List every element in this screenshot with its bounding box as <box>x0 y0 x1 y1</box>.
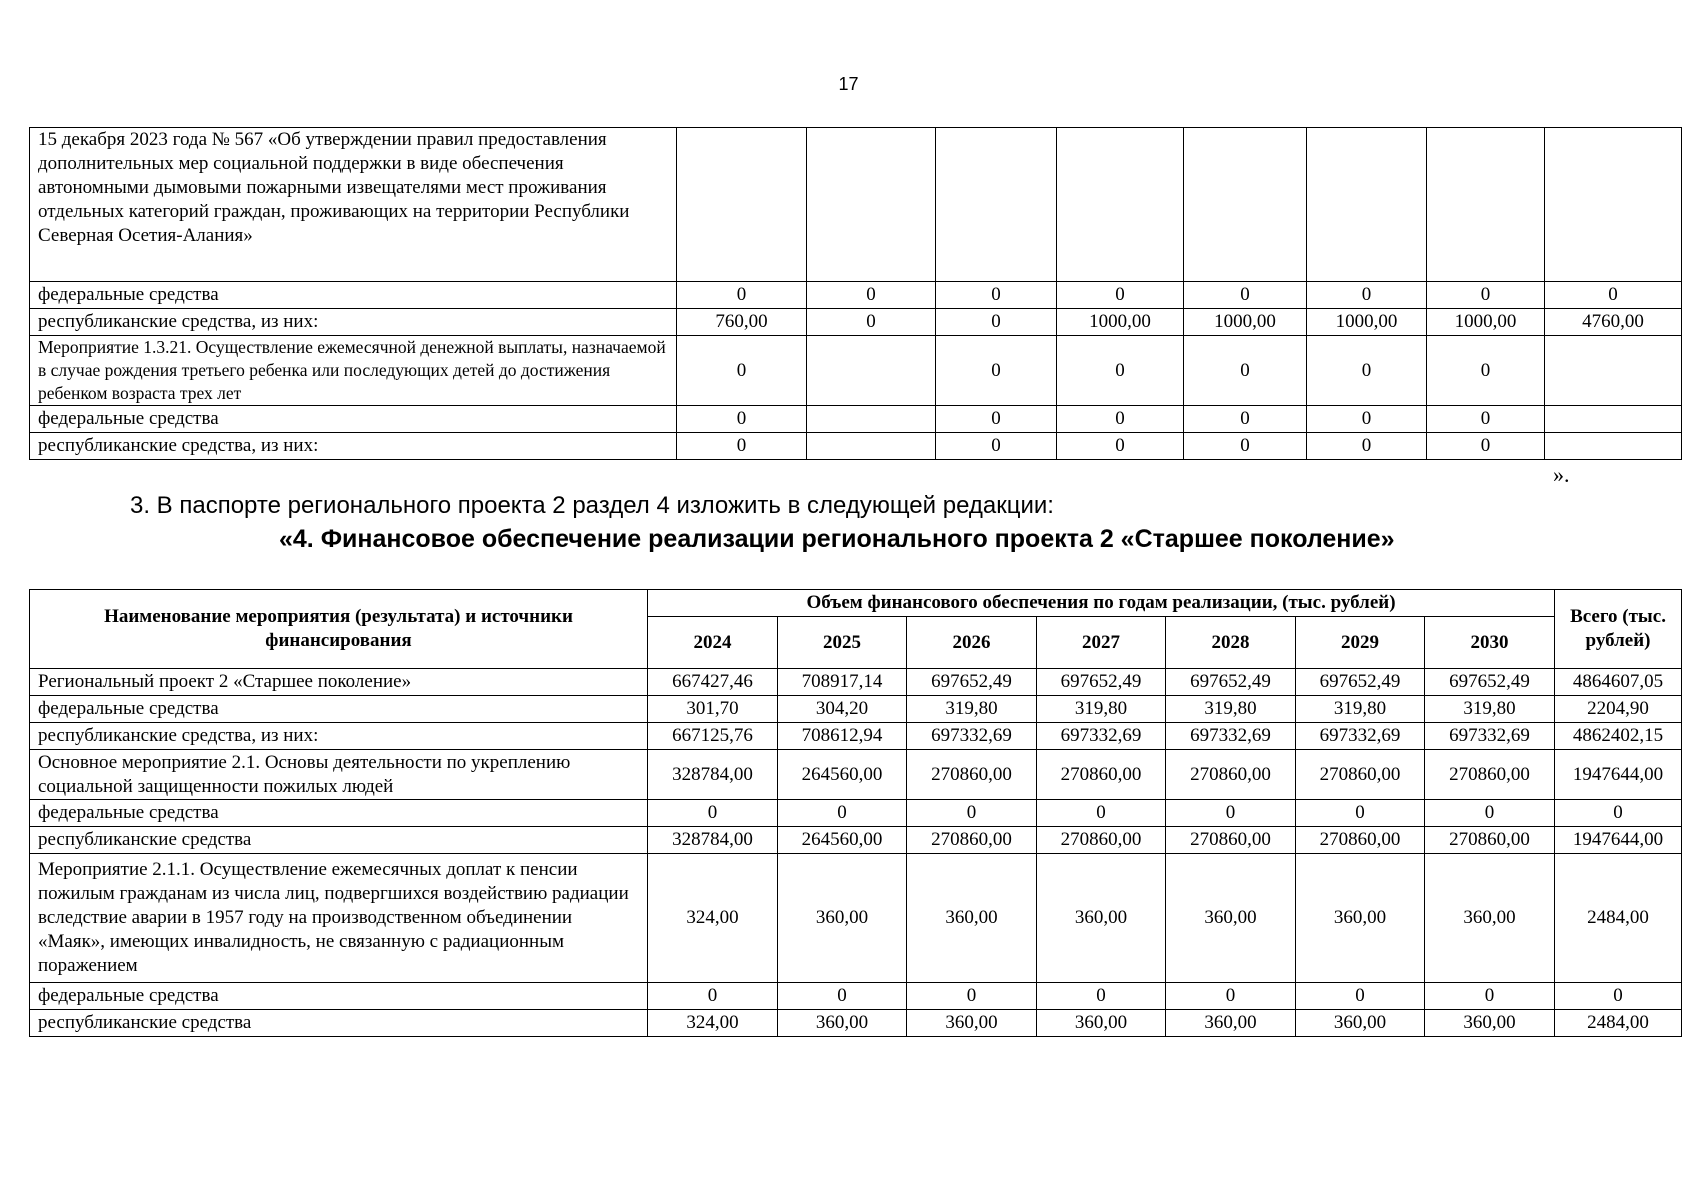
value-cell: 697332,69 <box>907 723 1037 750</box>
value-cell: 0 <box>1307 433 1427 460</box>
value-cell: 0 <box>1307 336 1427 406</box>
value-cell: 0 <box>1425 800 1555 827</box>
value-cell: 270860,00 <box>1166 827 1296 854</box>
value-cell: 697332,69 <box>1296 723 1425 750</box>
amendment-paragraph: 3. В паспорте регионального проекта 2 раздел 4 изложить в следующей редакции: <box>130 492 1054 519</box>
value-cell: 1000,00 <box>1184 309 1307 336</box>
value-cell: 2484,00 <box>1555 1010 1682 1037</box>
value-cell <box>1184 128 1307 282</box>
financing-table <box>29 589 1682 1037</box>
header-total: Всего (тыс. рублей) <box>1555 590 1682 669</box>
value-cell: 304,20 <box>778 696 907 723</box>
value-cell: 708612,94 <box>778 723 907 750</box>
row-label: Мероприятие 2.1.1. Осуществление ежемесячных доплат к пенсии пожилым гражданам из числа лиц, подвергшихся воздействию радиации вследствие аварии в 1957 году на производственном объединении «Маяк», имеющих инвалидность, не связанную с радиационным поражением <box>30 854 648 983</box>
value-cell: 0 <box>1057 433 1184 460</box>
value-cell: 0 <box>1425 983 1555 1010</box>
row-label: федеральные средства <box>30 282 677 309</box>
header-name: Наименование мероприятия (результата) и источники финансирования <box>30 590 648 669</box>
value-cell: 319,80 <box>1037 696 1166 723</box>
table-row <box>30 128 1682 282</box>
value-cell: 1947644,00 <box>1555 827 1682 854</box>
year-header: 2030 <box>1425 617 1555 669</box>
value-cell: 328784,00 <box>648 827 778 854</box>
row-label: федеральные средства <box>30 983 648 1010</box>
value-cell <box>1545 336 1682 406</box>
year-header: 2024 <box>648 617 778 669</box>
value-cell: 1000,00 <box>1057 309 1184 336</box>
value-cell: 0 <box>677 336 807 406</box>
value-cell: 1947644,00 <box>1555 750 1682 800</box>
value-cell: 0 <box>1545 282 1682 309</box>
value-cell <box>936 128 1057 282</box>
value-cell: 1000,00 <box>1427 309 1545 336</box>
table-row <box>30 309 1682 336</box>
value-cell: 264560,00 <box>778 827 907 854</box>
value-cell: 0 <box>907 800 1037 827</box>
value-cell <box>807 406 936 433</box>
value-cell: 360,00 <box>907 1010 1037 1037</box>
value-cell: 697652,49 <box>1166 669 1296 696</box>
value-cell: 0 <box>1057 282 1184 309</box>
value-cell: 324,00 <box>648 1010 778 1037</box>
value-cell: 2204,90 <box>1555 696 1682 723</box>
year-header: 2029 <box>1296 617 1425 669</box>
value-cell: 0 <box>1427 336 1545 406</box>
value-cell: 0 <box>1555 983 1682 1010</box>
value-cell: 0 <box>677 406 807 433</box>
row-label: 15 декабря 2023 года № 567 «Об утверждении правил предоставления дополнительных мер социальной поддержки в виде обеспечения автономными дымовыми пожарными извещателями мест проживания отдельных категорий граждан, проживающих на территории Республики Северная Осетия-Алания» <box>30 128 677 282</box>
table-row <box>30 827 1682 854</box>
value-cell: 0 <box>936 309 1057 336</box>
value-cell: 0 <box>1166 800 1296 827</box>
value-cell: 697652,49 <box>907 669 1037 696</box>
value-cell: 270860,00 <box>1296 827 1425 854</box>
value-cell: 319,80 <box>1166 696 1296 723</box>
value-cell: 0 <box>1057 336 1184 406</box>
table-row <box>30 696 1682 723</box>
row-label: федеральные средства <box>30 696 648 723</box>
value-cell: 0 <box>1184 433 1307 460</box>
value-cell: 0 <box>936 406 1057 433</box>
value-cell: 4864607,05 <box>1555 669 1682 696</box>
value-cell: 697652,49 <box>1037 669 1166 696</box>
row-label: Основное мероприятие 2.1. Основы деятельности по укреплению социальной защищенности пожилых людей <box>30 750 648 800</box>
row-label: республиканские средства, из них: <box>30 309 677 336</box>
row-label: республиканские средства <box>30 827 648 854</box>
continued-financing-table <box>29 127 1682 460</box>
value-cell: 0 <box>1296 983 1425 1010</box>
value-cell: 4862402,15 <box>1555 723 1682 750</box>
value-cell <box>1545 433 1682 460</box>
header-volume: Объем финансового обеспечения по годам реализации, (тыс. рублей) <box>648 590 1555 617</box>
value-cell: 360,00 <box>778 854 907 983</box>
page-number: 17 <box>838 74 859 94</box>
value-cell: 0 <box>807 309 936 336</box>
value-cell: 0 <box>1296 800 1425 827</box>
value-cell: 0 <box>648 983 778 1010</box>
value-cell: 0 <box>1427 282 1545 309</box>
value-cell: 0 <box>1184 406 1307 433</box>
value-cell <box>677 128 807 282</box>
value-cell: 0 <box>778 800 907 827</box>
value-cell: 360,00 <box>1425 1010 1555 1037</box>
table-row <box>30 282 1682 309</box>
value-cell: 270860,00 <box>1166 750 1296 800</box>
table-row <box>30 406 1682 433</box>
value-cell <box>1545 128 1682 282</box>
value-cell: 0 <box>907 983 1037 1010</box>
value-cell: 319,80 <box>1296 696 1425 723</box>
value-cell: 360,00 <box>1425 854 1555 983</box>
year-header: 2028 <box>1166 617 1296 669</box>
value-cell: 319,80 <box>1425 696 1555 723</box>
table-row <box>30 800 1682 827</box>
value-cell: 0 <box>677 282 807 309</box>
value-cell: 328784,00 <box>648 750 778 800</box>
year-header: 2025 <box>778 617 907 669</box>
value-cell: 270860,00 <box>1037 750 1166 800</box>
value-cell: 1000,00 <box>1307 309 1427 336</box>
value-cell: 0 <box>778 983 907 1010</box>
value-cell: 0 <box>1057 406 1184 433</box>
value-cell <box>807 433 936 460</box>
value-cell: 360,00 <box>1296 854 1425 983</box>
row-label: федеральные средства <box>30 406 677 433</box>
table-row <box>30 750 1682 800</box>
value-cell: 319,80 <box>907 696 1037 723</box>
row-label: Региональный проект 2 «Старшее поколение» <box>30 669 648 696</box>
value-cell <box>807 336 936 406</box>
value-cell <box>1545 406 1682 433</box>
value-cell: 360,00 <box>778 1010 907 1037</box>
value-cell: 0 <box>1427 406 1545 433</box>
table-row <box>30 983 1682 1010</box>
value-cell: 270860,00 <box>1425 750 1555 800</box>
value-cell: 270860,00 <box>1037 827 1166 854</box>
value-cell: 0 <box>1184 336 1307 406</box>
value-cell: 270860,00 <box>907 750 1037 800</box>
row-label: республиканские средства, из них: <box>30 433 677 460</box>
value-cell: 360,00 <box>907 854 1037 983</box>
value-cell: 0 <box>807 282 936 309</box>
table-row <box>30 433 1682 460</box>
value-cell: 697332,69 <box>1425 723 1555 750</box>
value-cell: 0 <box>648 800 778 827</box>
value-cell: 0 <box>1184 282 1307 309</box>
value-cell: 0 <box>677 433 807 460</box>
value-cell <box>1427 128 1545 282</box>
table-row <box>30 1010 1682 1037</box>
row-label: республиканские средства, из них: <box>30 723 648 750</box>
value-cell: 0 <box>1307 406 1427 433</box>
value-cell: 0 <box>1037 800 1166 827</box>
value-cell: 0 <box>1427 433 1545 460</box>
value-cell: 697652,49 <box>1425 669 1555 696</box>
year-header: 2026 <box>907 617 1037 669</box>
table-row <box>30 854 1682 983</box>
value-cell: 324,00 <box>648 854 778 983</box>
section-title: «4. Финансовое обеспечение реализации регионального проекта 2 «Старшее поколение» <box>279 525 1395 553</box>
value-cell: 360,00 <box>1037 854 1166 983</box>
value-cell: 360,00 <box>1166 1010 1296 1037</box>
row-label: республиканские средства <box>30 1010 648 1037</box>
value-cell: 697332,69 <box>1166 723 1296 750</box>
value-cell: 0 <box>936 336 1057 406</box>
value-cell: 708917,14 <box>778 669 907 696</box>
value-cell: 360,00 <box>1296 1010 1425 1037</box>
table-row <box>30 336 1682 406</box>
row-label: федеральные средства <box>30 800 648 827</box>
value-cell: 0 <box>1307 282 1427 309</box>
value-cell: 697652,49 <box>1296 669 1425 696</box>
row-label: Мероприятие 1.3.21. Осуществление ежемесячной денежной выплаты, назначаемой в случае рождения третьего ребенка или последующих детей до достижения ребенком возраста трех лет <box>30 336 677 406</box>
value-cell <box>807 128 936 282</box>
value-cell: 301,70 <box>648 696 778 723</box>
value-cell: 760,00 <box>677 309 807 336</box>
value-cell <box>1307 128 1427 282</box>
value-cell: 667427,46 <box>648 669 778 696</box>
value-cell: 697332,69 <box>1037 723 1166 750</box>
year-header: 2027 <box>1037 617 1166 669</box>
value-cell: 0 <box>1037 983 1166 1010</box>
value-cell: 667125,76 <box>648 723 778 750</box>
value-cell: 0 <box>936 433 1057 460</box>
value-cell: 270860,00 <box>1425 827 1555 854</box>
value-cell: 0 <box>1166 983 1296 1010</box>
value-cell: 360,00 <box>1037 1010 1166 1037</box>
value-cell: 270860,00 <box>907 827 1037 854</box>
value-cell <box>1057 128 1184 282</box>
value-cell: 0 <box>936 282 1057 309</box>
table-row <box>30 723 1682 750</box>
value-cell: 2484,00 <box>1555 854 1682 983</box>
table-row <box>30 669 1682 696</box>
closing-quote: ». <box>1553 462 1570 487</box>
value-cell: 4760,00 <box>1545 309 1682 336</box>
value-cell: 0 <box>1555 800 1682 827</box>
value-cell: 360,00 <box>1166 854 1296 983</box>
value-cell: 270860,00 <box>1296 750 1425 800</box>
value-cell: 264560,00 <box>778 750 907 800</box>
